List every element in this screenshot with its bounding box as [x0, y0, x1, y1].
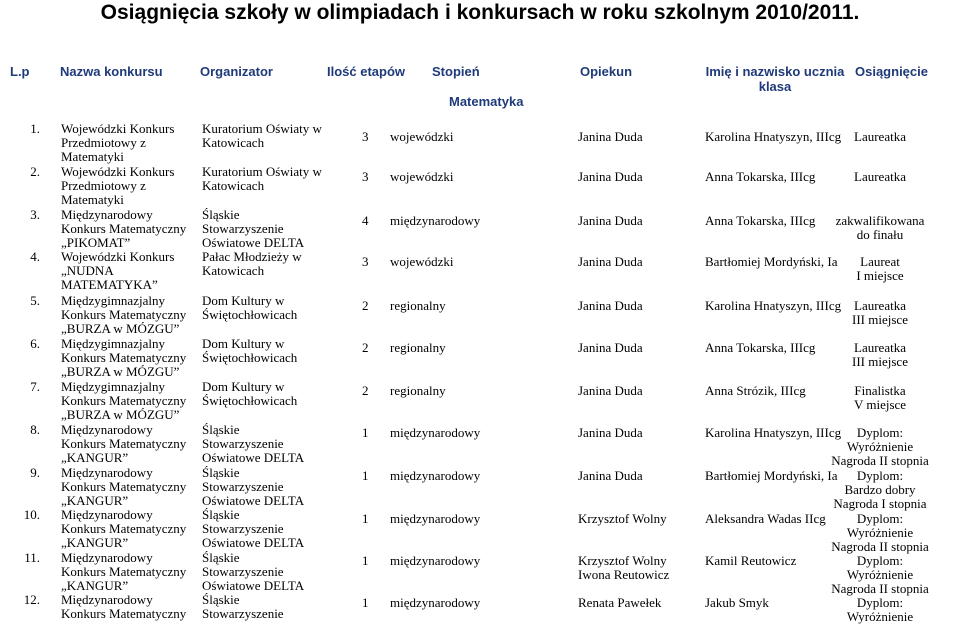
- supervisor: Renata Pawełek: [578, 595, 662, 610]
- student: Anna Tokarska, IIIcg: [705, 340, 816, 355]
- stage-count: 2: [362, 340, 369, 355]
- organizer: Śląskie Stowarzyszenie Oświatowe DELTA: [202, 465, 305, 508]
- student: Aleksandra Wadas IIcg: [705, 511, 826, 526]
- contest-name: Międzynarodowy Konkurs Matematyczny „KANGUR”: [61, 465, 187, 508]
- supervisor: Janina Duda: [578, 340, 643, 355]
- level: międzynarodowy: [390, 511, 481, 526]
- achievement: Laureatka III miejsce: [852, 298, 908, 327]
- level: wojewódzki: [390, 169, 454, 184]
- stage-count: 1: [362, 595, 369, 610]
- student: Karolina Hnatyszyn, IIIcg: [705, 129, 842, 144]
- organizer: Śląskie Stowarzyszenie Oświatowe DELTA: [202, 207, 305, 250]
- student: Karolina Hnatyszyn, IIIcg: [705, 298, 842, 313]
- stage-count: 3: [362, 129, 369, 144]
- header-etapy: Ilość etapów: [327, 64, 406, 79]
- supervisor: Janina Duda: [578, 468, 643, 483]
- achievement: Dyplom: Wyróżnienie Nagroda II stopnia: [831, 511, 929, 554]
- supervisor: Janina Duda: [578, 298, 643, 313]
- contest-name: Międzynarodowy Konkurs Matematyczny „KANGUR”: [61, 422, 187, 465]
- stage-count: 1: [362, 511, 369, 526]
- achievement: Dyplom: Wyróżnienie: [846, 595, 914, 624]
- supervisor: Janina Duda: [578, 129, 643, 144]
- level: regionalny: [390, 340, 446, 355]
- supervisor: Janina Duda: [578, 383, 643, 398]
- row-number: 1.: [30, 121, 40, 136]
- supervisor: Janina Duda: [578, 213, 643, 228]
- row-number: 12.: [23, 592, 40, 607]
- level: regionalny: [390, 298, 446, 313]
- contest-name: Międzygimnazjalny Konkurs Matematyczny „BURZA w MÓZGU”: [61, 293, 187, 336]
- student: Bartłomiej Mordyński, Ia: [705, 468, 838, 483]
- row-number: 8.: [30, 422, 40, 437]
- stage-count: 2: [362, 298, 369, 313]
- stage-count: 1: [362, 468, 369, 483]
- stage-count: 1: [362, 425, 369, 440]
- level: międzynarodowy: [390, 213, 481, 228]
- achievement: Laureat I miejsce: [856, 254, 904, 283]
- stage-count: 2: [362, 383, 369, 398]
- organizer: Dom Kultury w Świętochłowicach: [202, 379, 298, 408]
- achievement: Dyplom: Bardzo dobry Nagroda I stopnia: [833, 468, 927, 511]
- organizer: Kuratorium Oświaty w Katowicach: [202, 121, 322, 150]
- header-lp: L.p: [10, 64, 30, 79]
- student: Karolina Hnatyszyn, IIIcg: [705, 425, 842, 440]
- header-uczen: Imię i nazwisko ucznia klasa: [705, 64, 845, 94]
- row-number: 7.: [30, 379, 40, 394]
- student: Anna Tokarska, IIIcg: [705, 213, 816, 228]
- level: wojewódzki: [390, 129, 454, 144]
- level: międzynarodowy: [390, 468, 481, 483]
- achievement: zakwalifikowana do finału: [835, 213, 925, 242]
- level: międzynarodowy: [390, 595, 481, 610]
- organizer: Śląskie Stowarzyszenie Oświatowe DELTA: [202, 550, 305, 593]
- level: wojewódzki: [390, 254, 454, 269]
- row-number: 10.: [23, 507, 40, 522]
- student: Bartłomiej Mordyński, Ia: [705, 254, 838, 269]
- contest-name: Międzygimnazjalny Konkurs Matematyczny „BURZA w MÓZGU”: [61, 336, 187, 379]
- level: regionalny: [390, 383, 446, 398]
- level: międzynarodowy: [390, 553, 481, 568]
- row-number: 3.: [30, 207, 40, 222]
- supervisor: Krzysztof Wolny Iwona Reutowicz: [578, 553, 670, 582]
- achievement: Finalistka V miejsce: [853, 383, 907, 412]
- supervisor: Janina Duda: [578, 425, 643, 440]
- contest-name: Międzynarodowy Konkurs Matematyczny: [61, 592, 187, 621]
- stage-count: 1: [362, 553, 369, 568]
- header-organizator: Organizator: [200, 64, 273, 79]
- achievement: Laureatka III miejsce: [852, 340, 908, 369]
- contest-name: Międzynarodowy Konkurs Matematyczny „KANGUR”: [61, 550, 187, 593]
- header-osiagniecie: Osiągnięcie: [855, 64, 928, 79]
- achievement: Laureatka: [854, 129, 906, 144]
- contest-name: Międzygimnazjalny Konkurs Matematyczny „BURZA w MÓZGU”: [61, 379, 187, 422]
- contest-name: Wojewódzki Konkurs Przedmiotowy z Matematyki: [61, 121, 175, 164]
- header-stopien: Stopień: [432, 64, 480, 79]
- row-number: 5.: [30, 293, 40, 308]
- contest-name: Wojewódzki Konkurs Przedmiotowy z Matematyki: [61, 164, 175, 207]
- organizer: Dom Kultury w Świętochłowicach: [202, 336, 298, 365]
- organizer: Kuratorium Oświaty w Katowicach: [202, 164, 322, 193]
- row-number: 6.: [30, 336, 40, 351]
- row-number: 4.: [30, 249, 40, 264]
- contest-name: Międzynarodowy Konkurs Matematyczny „KANGUR”: [61, 507, 187, 550]
- achievement: Dyplom: Wyróżnienie Nagroda II stopnia: [831, 425, 929, 468]
- achievement: Dyplom: Wyróżnienie Nagroda II stopnia: [831, 553, 929, 596]
- organizer: Śląskie Stowarzyszenie Oświatowe DELTA: [202, 507, 305, 550]
- header-nazwa: Nazwa konkursu: [60, 64, 163, 79]
- student: Kamil Reutowicz: [705, 553, 797, 568]
- stage-count: 3: [362, 254, 369, 269]
- level: międzynarodowy: [390, 425, 481, 440]
- contest-name: Wojewódzki Konkurs „NUDNA MATEMATYKA”: [61, 249, 175, 292]
- organizer: Dom Kultury w Świętochłowicach: [202, 293, 298, 322]
- supervisor: Janina Duda: [578, 254, 643, 269]
- student: Anna Tokarska, IIIcg: [705, 169, 816, 184]
- achievement: Laureatka: [854, 169, 906, 184]
- stage-count: 4: [362, 213, 369, 228]
- row-number: 2.: [30, 164, 40, 179]
- page-title: Osiągnięcia szkoły w olimpiadach i konkursach w roku szkolnym 2010/2011.: [100, 1, 860, 24]
- supervisor: Janina Duda: [578, 169, 643, 184]
- supervisor: Krzysztof Wolny: [578, 511, 667, 526]
- row-number: 11.: [24, 550, 40, 565]
- section-matematyka: Matematyka: [449, 94, 524, 109]
- contest-name: Międzynarodowy Konkurs Matematyczny „PIKOMAT”: [61, 207, 187, 250]
- row-number: 9.: [30, 465, 40, 480]
- header-opiekun: Opiekun: [580, 64, 633, 79]
- stage-count: 3: [362, 169, 369, 184]
- organizer: Śląskie Stowarzyszenie: [202, 592, 284, 621]
- student: Jakub Smyk: [705, 595, 769, 610]
- organizer: Śląskie Stowarzyszenie Oświatowe DELTA: [202, 422, 305, 465]
- organizer: Pałac Młodzieży w Katowicach: [202, 249, 302, 278]
- student: Anna Strózik, IIIcg: [705, 383, 806, 398]
